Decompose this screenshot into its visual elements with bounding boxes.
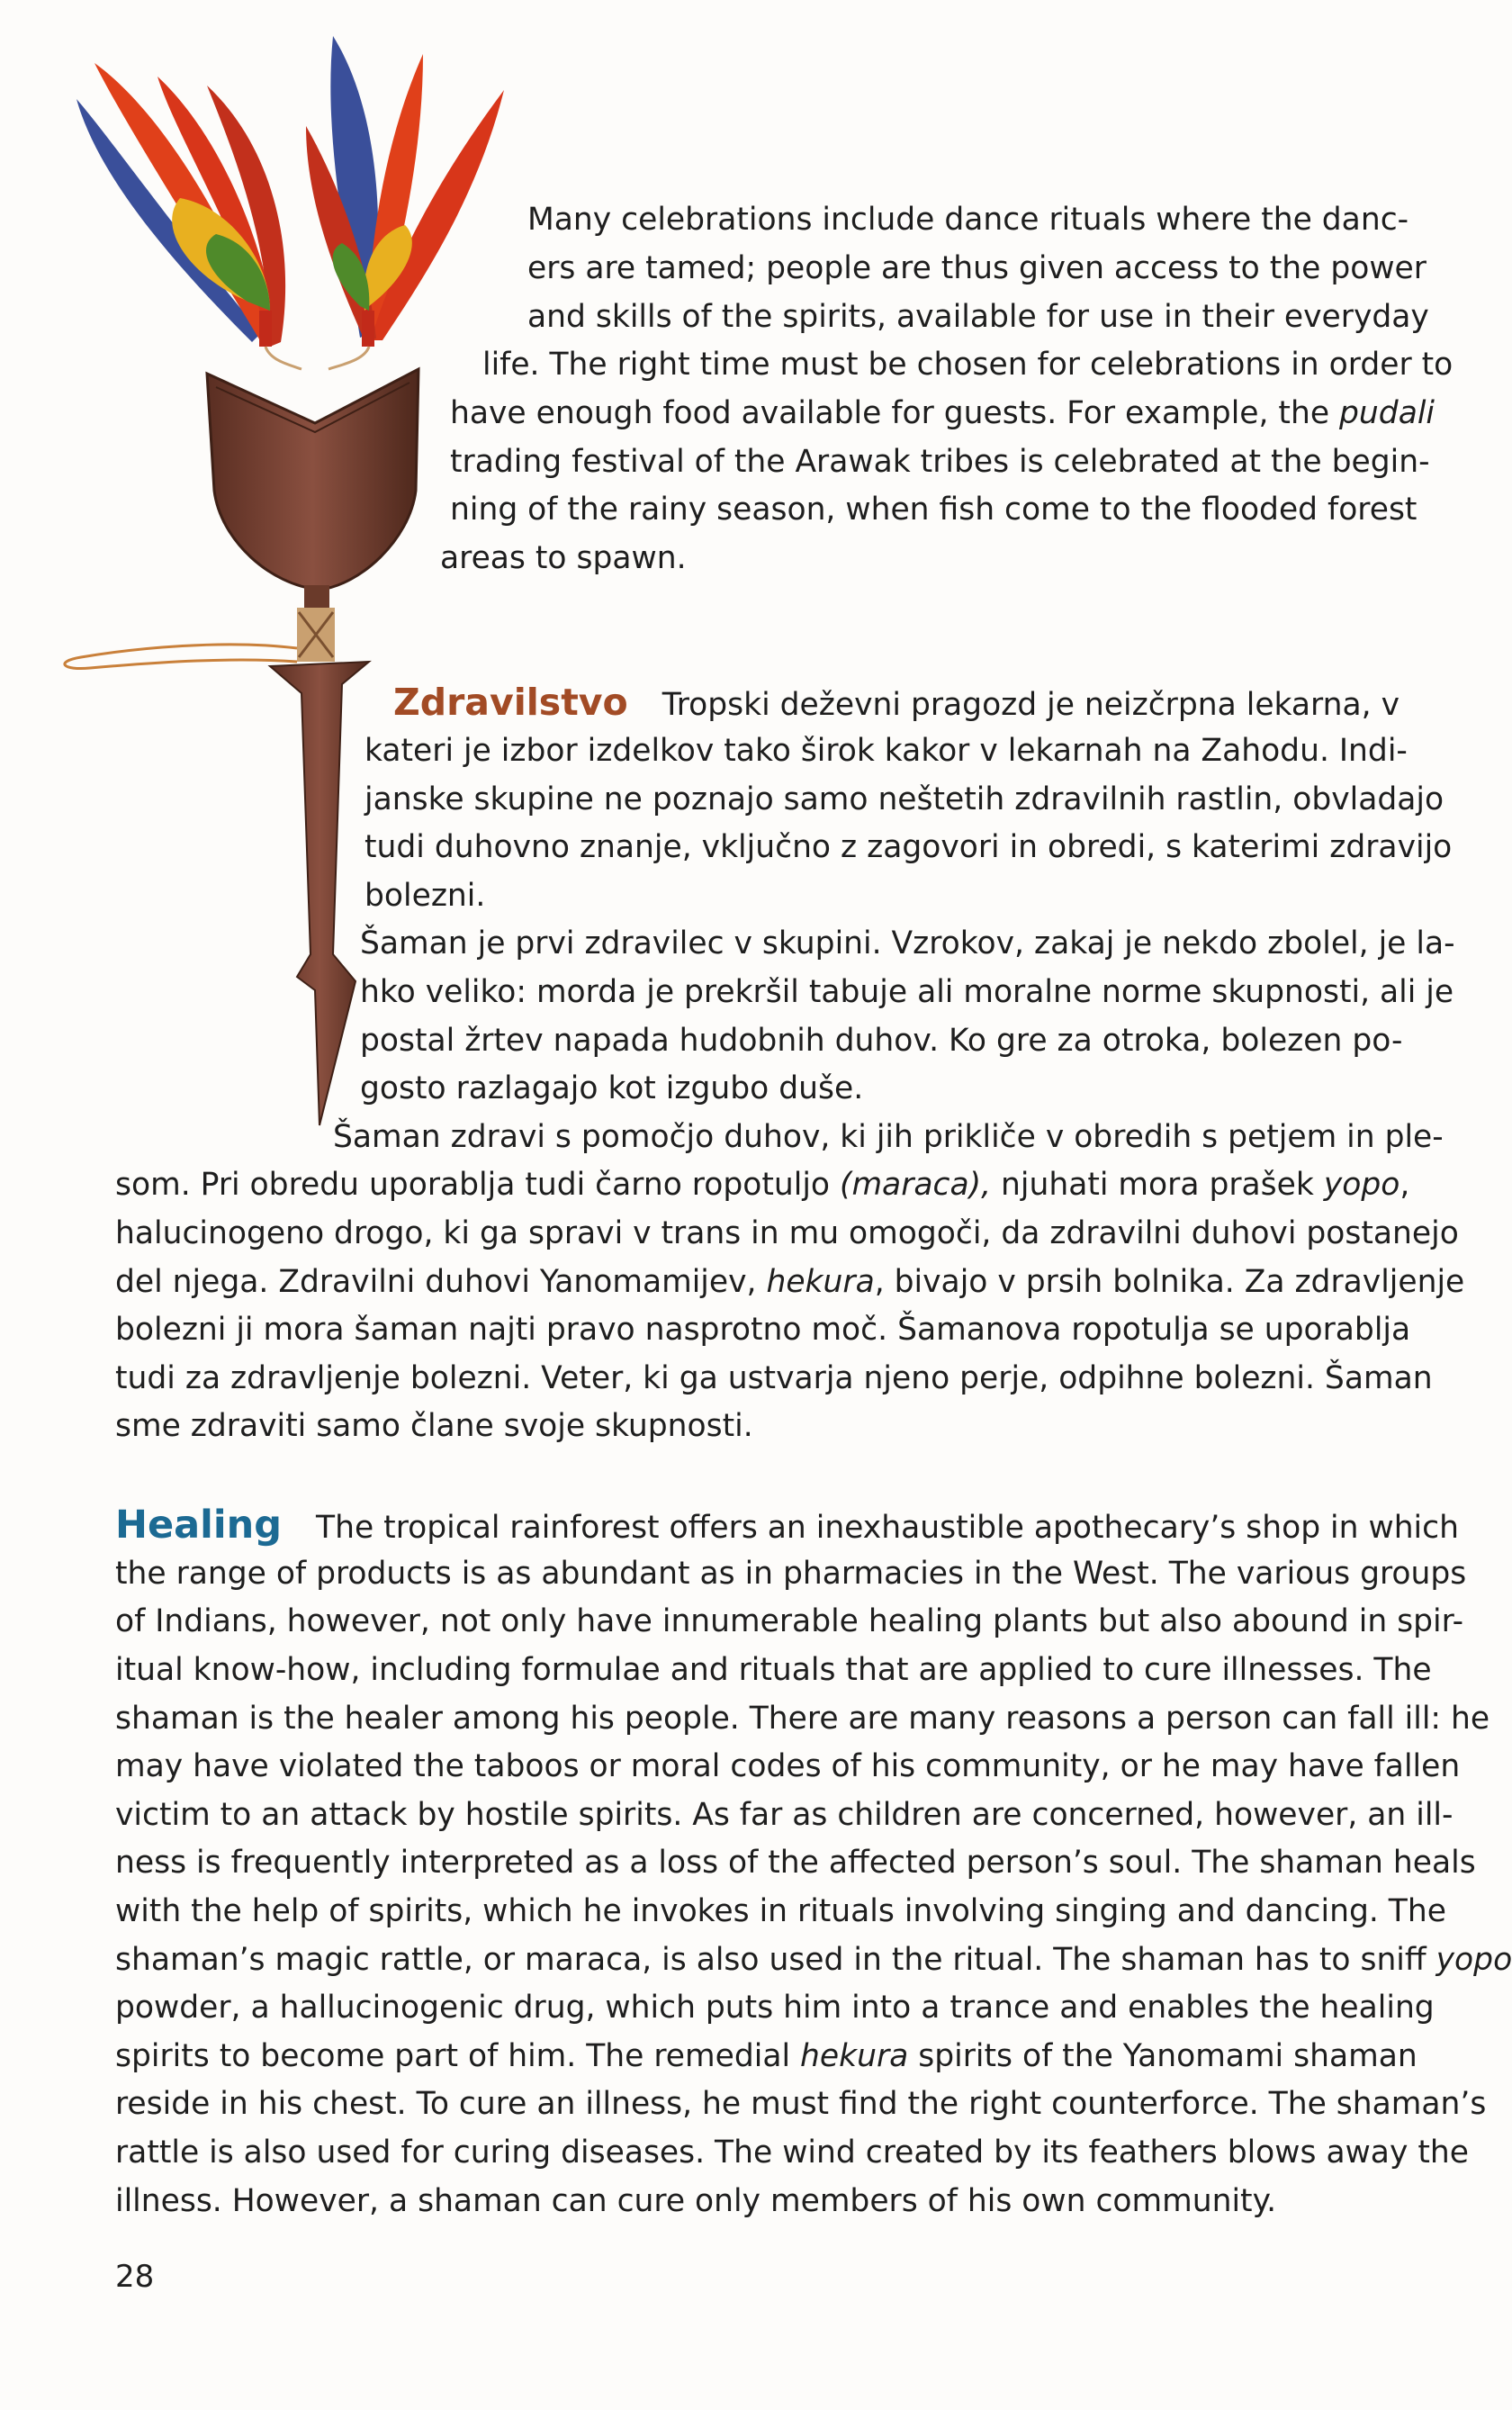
slovene-line-7: hko veliko: morda je prekršil tabuje ali moralne norme skupnosti, ali je bbox=[360, 974, 1454, 1010]
english-first-line: Healing The tropical rainforest offers an inexhaustible apothecary’s shop in which bbox=[115, 1503, 1459, 1548]
english-line-14: rattle is also used for curing diseases. The wind created by its feathers blows away the bbox=[115, 2135, 1469, 2171]
page-number: 28 bbox=[115, 2259, 155, 2295]
intro-line-5: have enough food available for guests. For example, the pudali bbox=[450, 395, 1436, 431]
english-line-10: shaman’s magic rattle, or maraca, is also used in the ritual. The shaman has to sniff yopo bbox=[115, 1942, 1512, 1978]
intro-line-3: and skills of the spirits, available for use in their everyday bbox=[527, 299, 1429, 335]
english-line-4: itual know-how, including formulae and rituals that are applied to cure illnesses. The bbox=[115, 1652, 1432, 1688]
intro-line-1: Many celebrations include dance rituals where the danc- bbox=[527, 202, 1409, 238]
slovene-line-13: del njega. Zdravilni duhovi Yanomamijev, hekura, bivajo v prsih bolnika. Za zdravljenje bbox=[115, 1264, 1465, 1300]
english-line-15: illness. However, a shaman can cure only members of his own community. bbox=[115, 2183, 1277, 2219]
intro-line-6: trading festival of the Arawak tribes is celebrated at the begin- bbox=[450, 444, 1430, 480]
slovene-line-15: tudi za zdravljenje bolezni. Veter, ki ga ustvarja njeno perje, odpihne bolezni. Šaman bbox=[115, 1360, 1433, 1396]
right-feather-bunch bbox=[306, 36, 504, 347]
slovene-first-line: Zdravilstvo Tropski deževni pragozd je neizčrpna lekarna, v bbox=[393, 681, 1400, 724]
slovene-line-6: Šaman je prvi zdravilec v skupini. Vzrokov, zakaj je nekdo zbolel, je la- bbox=[360, 925, 1455, 961]
intro-line-8: areas to spawn. bbox=[440, 540, 687, 576]
slovene-line-2: kateri je izbor izdelkov tako širok kakor v lekarnah na Zahodu. Indi- bbox=[364, 733, 1408, 769]
english-line-11: powder, a hallucinogenic drug, which puts him into a trance and enables the healing bbox=[115, 1990, 1435, 2026]
english-line-8: ness is frequently interpreted as a loss of the affected person’s soul. The shaman heals bbox=[115, 1845, 1476, 1881]
english-line-12: spirits to become part of him. The remedial hekura spirits of the Yanomami shaman bbox=[115, 2038, 1418, 2074]
english-line-3: of Indians, however, not only have innumerable healing plants but also abound in spir- bbox=[115, 1603, 1464, 1639]
slovene-line-4: tudi duhovno znanje, vključno z zagovori in obredi, s katerimi zdravijo bbox=[364, 829, 1453, 865]
english-heading: Healing bbox=[115, 1503, 283, 1548]
pudali-term: pudali bbox=[1339, 395, 1436, 431]
english-line-9: with the help of spirits, which he invokes in rituals involving singing and dancing. The bbox=[115, 1893, 1446, 1929]
intro-line-4: life. The right time must be chosen for celebrations in order to bbox=[482, 347, 1454, 383]
slovene-line-16: sme zdraviti samo člane svoje skupnosti. bbox=[115, 1408, 753, 1444]
slovene-line-10: Šaman zdravi s pomočjo duhov, ki jih prikliče v obredih s petjem in ple- bbox=[333, 1119, 1444, 1155]
english-line-13: reside in his chest. To cure an illness, he must find the right counterforce. The shaman’s bbox=[115, 2086, 1487, 2122]
slovene-line-14: bolezni ji mora šaman najti pravo nasprotno moč. Šamanova ropotulja se uporablja bbox=[115, 1312, 1411, 1348]
slovene-line-3: janske skupine ne poznajo samo neštetih zdravilnih rastlin, obvladajo bbox=[364, 781, 1444, 817]
english-line-6: may have violated the taboos or moral codes of his community, or he may have fallen bbox=[115, 1748, 1461, 1784]
intro-line-2: ers are tamed; people are thus given access to the power bbox=[527, 250, 1426, 286]
slovene-line-11: som. Pri obredu uporablja tudi čarno ropotuljo (maraca), njuhati mora prašek yopo, bbox=[115, 1167, 1410, 1203]
english-line-5: shaman is the healer among his people. There are many reasons a person can fall ill: he bbox=[115, 1701, 1490, 1737]
slovene-line-5: bolezni. bbox=[364, 878, 486, 914]
intro-line-7: ning of the rainy season, when fish come to the flooded forest bbox=[450, 492, 1418, 528]
english-line-7: victim to an attack by hostile spirits. As far as children are concerned, however, an ill- bbox=[115, 1797, 1454, 1833]
slovene-line-12: halucinogeno drogo, ki ga spravi v trans in mu omogoči, da zdravilni duhovi postanejo bbox=[115, 1215, 1459, 1251]
english-line-2: the range of products is as abundant as in pharmacies in the West. The various groups bbox=[115, 1556, 1467, 1592]
slovene-line-9: gosto razlagajo kot izgubo duše. bbox=[360, 1070, 864, 1106]
slovene-line-8: postal žrtev napada hudobnih duhov. Ko gre za otroka, bolezen po- bbox=[360, 1023, 1403, 1059]
left-feather-bunch bbox=[76, 63, 285, 347]
slovene-heading: Zdravilstvo bbox=[393, 681, 628, 724]
